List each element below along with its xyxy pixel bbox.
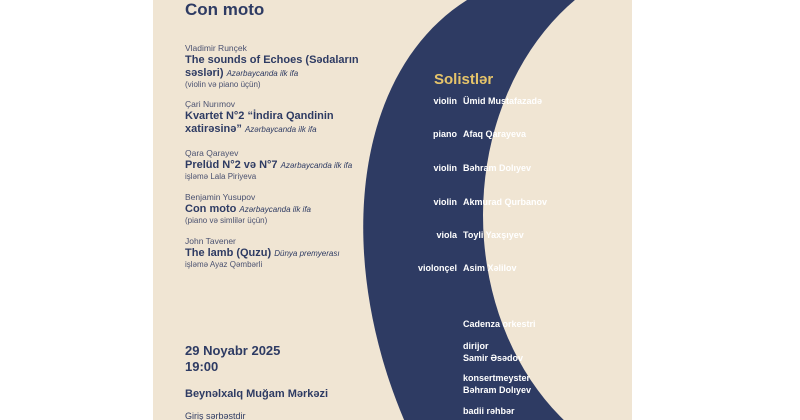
event-date: 29 Noyabr 2025 [185,343,281,358]
orchestra-credit [463,405,583,417]
soloist-role: viola [436,230,457,240]
soloist-role: violin [433,163,457,173]
premiere-note: Azərbaycanda ilk ifa [239,205,311,214]
poster-heading: Con moto [185,0,265,19]
program-item [185,43,395,90]
composer-name: Vladimir Runçek [185,43,247,53]
soloist-role: piano [433,129,457,139]
soloist-name: Afaq Qarayeva [463,129,527,139]
credit-line: dirijor [463,341,489,351]
composer-name: John Tavener [185,236,236,246]
premiere-note: Azərbaycanda ilk ifa [244,125,317,134]
piece-title [185,159,395,172]
premiere-note: Dünya premyerası [274,249,340,258]
piece-title-line: səsləri) [185,67,224,79]
piece-title [185,247,395,260]
piece-subtitle: (violin və piano üçün) [185,80,261,89]
composer-name: Qara Qarayev [185,148,239,158]
credit-line: Bəhram Dolıyev [463,385,532,395]
composer-name: Çari Nurımov [185,99,236,109]
composer-name: Benjamin Yusupov [185,192,256,202]
program-item [185,99,395,136]
orchestra-credit [463,372,583,396]
program-item [185,148,395,182]
piece-title [185,110,395,136]
piece-title-line: Prelüd N°2 və N°7 [185,159,278,171]
soloist-role: violonçel [417,263,457,273]
soloist-name: Akmurad Qurbanov [463,197,548,207]
soloist-role: violin [433,96,457,106]
program-item [185,192,395,226]
soloist-name: Toyli Yaxşıyev [463,230,524,240]
soloist-name: Bəhram Dolıyev [463,163,532,173]
piece-title [185,54,395,80]
premiere-note: Azərbaycanda ilk ifa [226,69,299,78]
piece-title-line: xatirəsinə” [185,123,242,135]
piece-title-line: The lamb (Quzu) [185,247,272,259]
credit-line: badii rəhbər [463,406,515,416]
piece-title-line: Con moto [185,203,237,215]
event-venue: Beynəlxalq Muğam Mərkəzi [185,388,329,400]
concert-poster [153,0,632,420]
orchestra-credit [463,340,583,364]
program-item [185,236,395,270]
orchestra-credit [463,318,583,330]
piece-title-line: The sounds of Echoes (Sədaların [185,54,359,66]
event-time: 19:00 [185,359,219,374]
credit-line: Samir Əsədov [463,353,524,363]
piece-title-line: Kvartet N°2 “İndira Qandinin [185,110,334,122]
soloist-role: violin [433,197,457,207]
piece-title [185,203,395,216]
credit-line: konsertmeyster [463,373,531,383]
piece-subtitle: işləmə Ayaz Qəmbərli [185,260,263,269]
piece-subtitle: işləmə Lala Piriyeva [185,172,257,181]
event-entry: Giriş sərbəstdir [185,411,246,420]
soloist-name: Asim Xəlilov [463,263,517,273]
soloist-name: Ümid Mustafazadə [463,96,543,106]
piece-subtitle: (piano və simlilər üçün) [185,216,268,225]
soloists-title: Solistlər [434,71,494,88]
premiere-note: Azərbaycanda ilk ifa [280,161,353,170]
credit-line: Cadenza orkestri [463,319,536,329]
